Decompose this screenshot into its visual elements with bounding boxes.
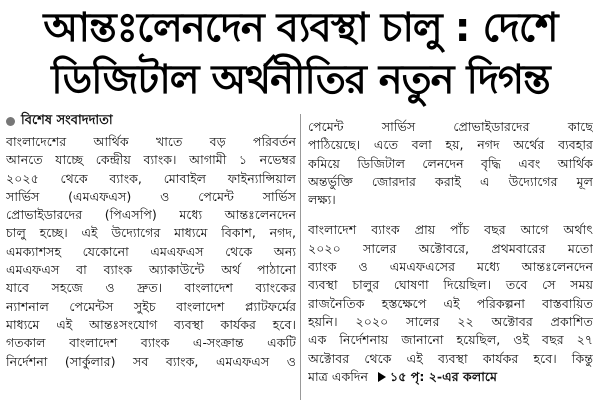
text-line: যাবে সহজে ও দ্রুত। বাংলাদেশ ব্যাংকের — [6, 280, 296, 296]
text-line-continuation — [308, 368, 593, 386]
text-line: ২০২৫ থেকে ব্যাংক, মোবাইল ফাইন্যান্সিয়াল — [6, 170, 296, 186]
headline-line-2: ডিজিটাল অর্থনীতির নতুন দিগন্ত — [51, 57, 550, 103]
text-line: এক নির্দেশনায় জানানো হয়েছিল, ওই বছর ২৭ — [308, 332, 593, 348]
text-line: এমক্যাশসহ যেকোনো এমএফএস থেকে অন্য — [6, 243, 296, 259]
headline-line-1: আন্তঃলেনদেন ব্যবস্থা চালু : দেশে — [43, 5, 558, 51]
text-line: বাংলাদেশ ব্যাংক প্রায় পাঁচ বছর আগে অর্থাৎ — [308, 222, 593, 238]
triangle-icon — [378, 372, 386, 382]
text-line: চালু হচ্ছে। এই উদ্যোগের মাধ্যমে বিকাশ, নগদ, — [6, 225, 296, 241]
last-line-text: মাত্র একদিন — [308, 368, 369, 384]
right-column — [308, 118, 593, 386]
text-line: গতকাল বাংলাদেশ ব্যাংক এ-সংক্রান্ত একটি — [6, 335, 296, 351]
text-line: ব্যাংক ও এমএফএসের মধ্যে আন্তঃলেনদেন — [308, 259, 593, 275]
text-line: অন্তর্ভুক্তি জোরদার করাই এ উদ্যোগের মূল — [308, 173, 593, 189]
byline — [6, 111, 113, 131]
text-line: রাজনৈতিক হস্তক্ষেপে এই পরিকল্পনা বাস্তবায়িত — [308, 295, 593, 311]
text-line: হয়নি। ২০২০ সালের ২২ অক্টোবর প্রকাশিত — [308, 313, 593, 329]
continuation-marker — [372, 369, 497, 384]
continuation-text: ১৫ পৃ: ২-এর কলামে — [390, 368, 497, 384]
text-line: পাঠিয়েছে। এতে বলা হয়, নগদ অর্থের ব্যবহার — [308, 137, 593, 153]
text-line: ব্যবস্থা চালুর ঘোষণা দিয়েছিল। তবে সে সময় — [308, 277, 593, 293]
text-line: নির্দেশনা (সার্কুলার) সব ব্যাংক, এমএফএস ও — [6, 353, 296, 369]
text-line: বাংলাদেশের আর্থিক খাতে বড় পরিবর্তন — [6, 134, 296, 149]
text-line: প্রোভাইডারদের (পিএসপি) মধ্যে আন্তঃলেনদেন — [6, 207, 296, 223]
text-line: ন্যাশনাল পেমেন্টস সুইচ বাংলাদেশ প্ল্যাটফর্মের — [6, 298, 296, 314]
text-line: কমিয়ে ডিজিটাল লেনদেন বৃদ্ধি এবং আর্থিক — [308, 155, 593, 171]
text-line: সার্ভিস (এমএফএস) ও পেমেন্ট সার্ভিস — [6, 188, 296, 204]
text-line: আনতে যাচ্ছে কেন্দ্রীয় ব্যাংক। আগামী ১ নভেম্বর — [6, 152, 296, 168]
column-divider — [300, 114, 301, 400]
left-column — [6, 133, 296, 371]
text-line: এমএফএস বা ব্যাংক অ্যাকাউন্টে অর্থ পাঠানো — [6, 262, 296, 278]
text-line: মাধ্যমে এই আন্তঃসংযোগ ব্যবস্থা কার্যকর হবে। — [6, 316, 296, 332]
text-line: অক্টোবর থেকে এই ব্যবস্থা কার্যকর হবে। কিন্তু — [308, 350, 593, 366]
text-line: পেমেন্ট সার্ভিস প্রোভাইডারদের কাছে — [308, 119, 593, 134]
bullet-icon — [6, 117, 15, 126]
text-line: লক্ষ্য। — [308, 192, 336, 208]
byline-text: বিশেষ সংবাদদাতা — [21, 112, 113, 128]
text-line: ২০২০ সালের অক্টোবরে, প্রথমবারের মতো — [308, 240, 593, 256]
